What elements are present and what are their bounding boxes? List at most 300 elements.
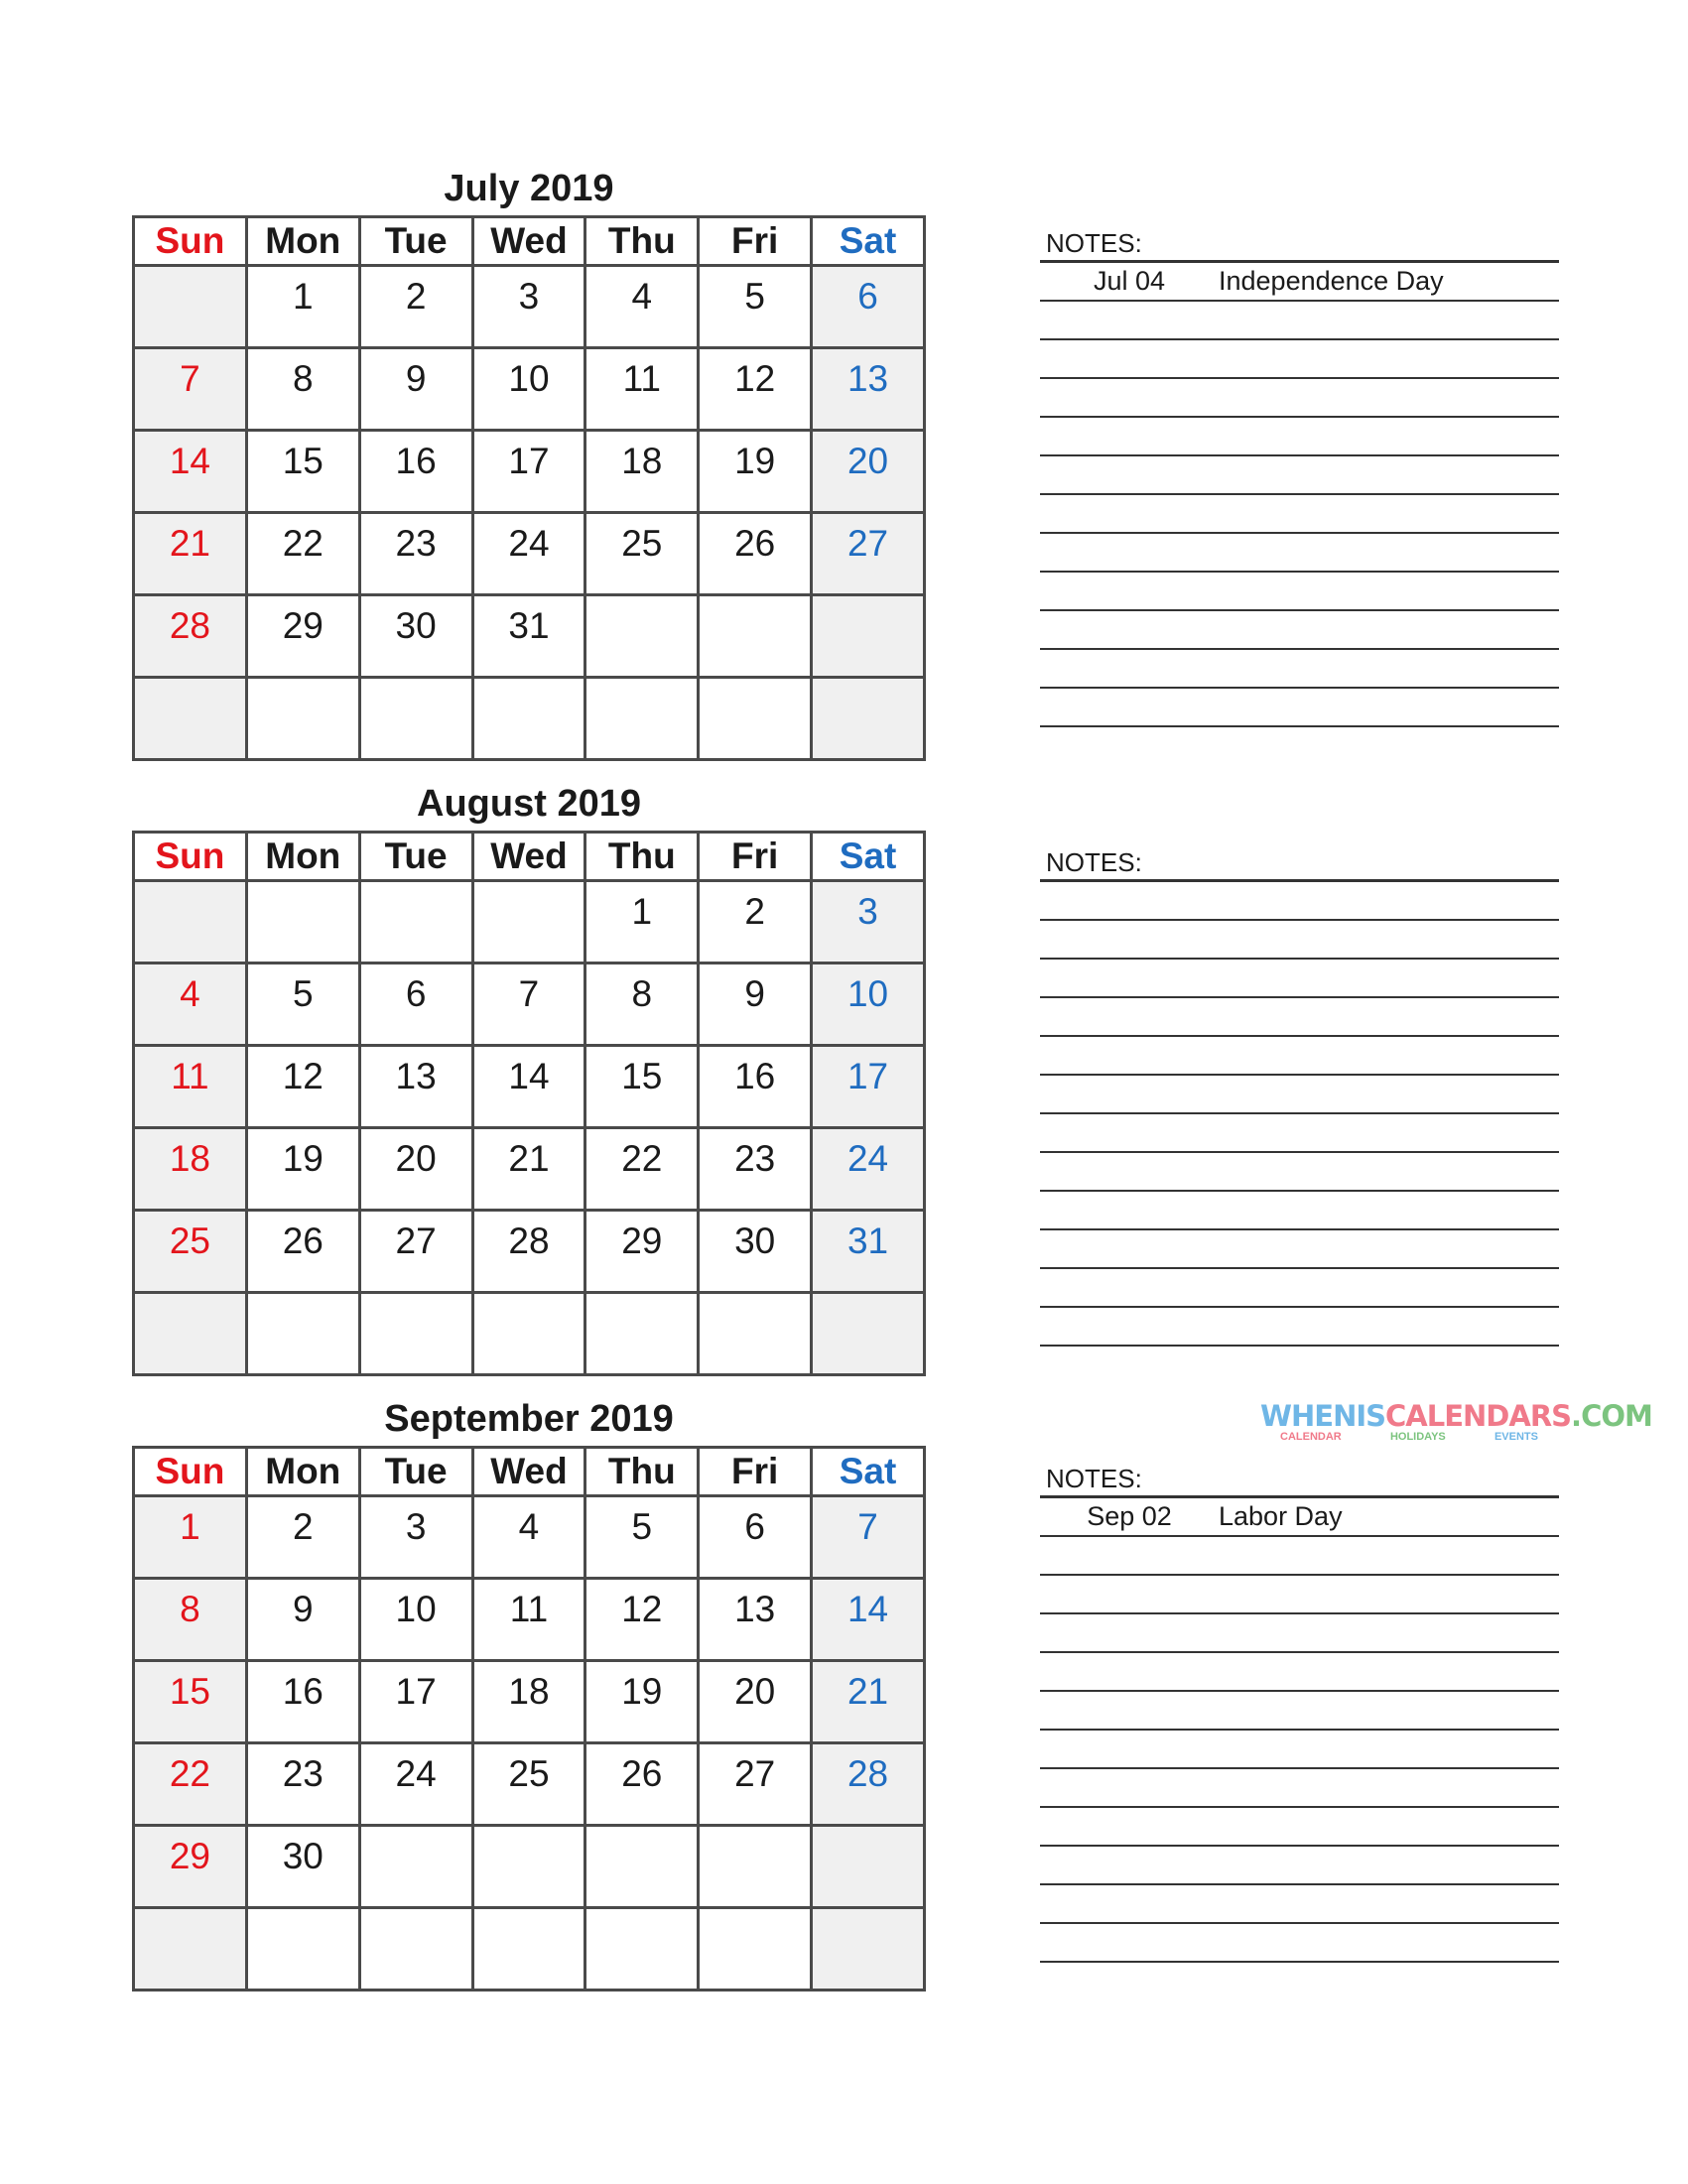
- day-number: 4: [518, 1506, 540, 1547]
- weekday-header: Sat: [812, 217, 925, 266]
- weekday-header: Fri: [699, 217, 812, 266]
- week-row: [134, 595, 925, 678]
- month-september: [132, 1392, 926, 1991]
- day-cell[interactable]: [812, 964, 925, 1046]
- day-number: 24: [508, 523, 550, 564]
- day-number: 24: [395, 1753, 437, 1794]
- day-cell[interactable]: [134, 431, 247, 513]
- weekday-header: Fri: [699, 833, 812, 881]
- note-line[interactable]: [1040, 1808, 1559, 1847]
- day-cell[interactable]: [585, 1743, 699, 1826]
- day-cell[interactable]: [246, 1908, 359, 1991]
- day-number: 17: [395, 1671, 437, 1712]
- day-number: 30: [734, 1220, 776, 1261]
- day-cell[interactable]: [359, 266, 472, 348]
- weekday-header: Mon: [246, 833, 359, 881]
- day-number: 31: [508, 605, 550, 646]
- notes-label: NOTES:: [1040, 1462, 1559, 1498]
- day-cell[interactable]: [134, 348, 247, 431]
- day-cell[interactable]: [246, 1211, 359, 1293]
- day-number: 8: [292, 358, 314, 399]
- day-number: 19: [282, 1138, 324, 1179]
- note-line[interactable]: [1040, 1653, 1559, 1692]
- day-number: [813, 596, 923, 605]
- day-cell[interactable]: [585, 1661, 699, 1743]
- day-cell[interactable]: [359, 1496, 472, 1579]
- day-cell[interactable]: [359, 595, 472, 678]
- note-line[interactable]: [1040, 418, 1559, 456]
- note-line[interactable]: [1040, 611, 1559, 650]
- day-cell[interactable]: [359, 964, 472, 1046]
- day-number: 7: [857, 1506, 878, 1547]
- day-cell[interactable]: [699, 1128, 812, 1211]
- logo-part: .COM: [1571, 1399, 1652, 1433]
- day-number: 13: [846, 358, 889, 399]
- day-number: [135, 1909, 245, 1918]
- day-cell[interactable]: [699, 881, 812, 964]
- weekday-header: Wed: [472, 1448, 585, 1496]
- day-number: 25: [621, 523, 663, 564]
- day-cell[interactable]: [134, 266, 247, 348]
- day-number: 11: [622, 358, 661, 399]
- day-cell[interactable]: [812, 1128, 925, 1211]
- note-line[interactable]: [1040, 1230, 1559, 1269]
- day-number: 15: [621, 1056, 663, 1096]
- day-number: 20: [734, 1671, 776, 1712]
- weekday-header: Thu: [585, 833, 699, 881]
- note-line[interactable]: [1040, 1076, 1559, 1114]
- day-cell[interactable]: [359, 513, 472, 595]
- week-row: [134, 431, 925, 513]
- day-number: 30: [395, 605, 437, 646]
- day-cell[interactable]: [472, 1743, 585, 1826]
- day-cell[interactable]: [585, 595, 699, 678]
- note-date: Sep 02: [1087, 1501, 1172, 1531]
- note-line[interactable]: [1040, 960, 1559, 998]
- weekday-header: Wed: [472, 217, 585, 266]
- day-cell[interactable]: [699, 964, 812, 1046]
- note-line[interactable]: [1040, 689, 1559, 727]
- day-number: 20: [395, 1138, 437, 1179]
- day-number: [248, 882, 358, 891]
- day-cell[interactable]: [699, 1046, 812, 1128]
- day-number: 28: [508, 1220, 550, 1261]
- month-title: August 2019: [417, 783, 641, 825]
- note-line[interactable]: [1040, 650, 1559, 689]
- day-number: 17: [846, 1056, 889, 1096]
- note-line[interactable]: [1040, 1192, 1559, 1230]
- day-cell[interactable]: [134, 881, 247, 964]
- note-line[interactable]: [1040, 340, 1559, 379]
- day-cell[interactable]: [585, 1293, 699, 1375]
- day-cell[interactable]: [472, 1908, 585, 1991]
- weekday-header: Wed: [472, 833, 585, 881]
- day-cell[interactable]: [472, 1826, 585, 1908]
- day-cell[interactable]: [134, 678, 247, 760]
- note-line[interactable]: [1040, 1498, 1559, 1537]
- day-cell[interactable]: [699, 1826, 812, 1908]
- month-title: July 2019: [444, 168, 614, 209]
- day-number: 15: [282, 441, 324, 481]
- day-number: 18: [169, 1138, 210, 1179]
- day-number: [813, 679, 923, 688]
- day-number: [361, 882, 471, 891]
- day-cell[interactable]: [699, 513, 812, 595]
- day-number: [700, 1827, 810, 1836]
- day-number: 3: [405, 1506, 427, 1547]
- week-row: [134, 513, 925, 595]
- logo-part: CALENDARS: [1385, 1399, 1572, 1433]
- day-number: 16: [734, 1056, 776, 1096]
- day-number: 1: [292, 276, 314, 317]
- day-cell[interactable]: [134, 1743, 247, 1826]
- note-line[interactable]: [1040, 1537, 1559, 1576]
- day-cell[interactable]: [585, 1908, 699, 1991]
- day-number: 26: [734, 523, 776, 564]
- day-number: 28: [846, 1753, 889, 1794]
- day-cell[interactable]: [585, 348, 699, 431]
- day-number: 13: [395, 1056, 437, 1096]
- weekday-header: Sun: [134, 833, 247, 881]
- note-line[interactable]: [1040, 302, 1559, 340]
- note-line[interactable]: [1040, 1576, 1559, 1614]
- day-cell[interactable]: [699, 678, 812, 760]
- note-line[interactable]: [1040, 1769, 1559, 1808]
- day-cell[interactable]: [134, 595, 247, 678]
- note-line[interactable]: [1040, 1037, 1559, 1076]
- day-number: 8: [631, 973, 653, 1014]
- day-number: 27: [846, 523, 889, 564]
- day-number: 29: [169, 1836, 210, 1876]
- calendar-grid: [132, 1446, 926, 1991]
- day-number: 27: [395, 1220, 437, 1261]
- weekday-header: Mon: [246, 217, 359, 266]
- week-row: [134, 1496, 925, 1579]
- day-cell[interactable]: [472, 1496, 585, 1579]
- day-number: 1: [180, 1506, 200, 1547]
- day-cell[interactable]: [812, 1293, 925, 1375]
- week-row: [134, 678, 925, 760]
- day-cell[interactable]: [246, 348, 359, 431]
- day-cell[interactable]: [359, 1579, 472, 1661]
- day-cell[interactable]: [246, 1046, 359, 1128]
- day-number: 26: [621, 1753, 663, 1794]
- day-cell[interactable]: [472, 595, 585, 678]
- day-number: 21: [508, 1138, 550, 1179]
- day-cell[interactable]: [472, 678, 585, 760]
- day-cell[interactable]: [699, 1743, 812, 1826]
- day-cell[interactable]: [699, 1496, 812, 1579]
- day-cell[interactable]: [812, 881, 925, 964]
- day-cell[interactable]: [585, 431, 699, 513]
- note-line[interactable]: [1040, 456, 1559, 495]
- day-number: [135, 882, 245, 891]
- day-number: [700, 1909, 810, 1918]
- day-cell[interactable]: [246, 595, 359, 678]
- day-cell[interactable]: [359, 1661, 472, 1743]
- logo-tag: EVENTS: [1493, 1431, 1538, 1443]
- day-number: 5: [744, 276, 765, 317]
- day-cell[interactable]: [812, 1211, 925, 1293]
- day-cell[interactable]: [585, 1496, 699, 1579]
- note-line[interactable]: [1040, 1924, 1559, 1963]
- notes-label: NOTES:: [1040, 845, 1559, 882]
- day-number: 3: [857, 891, 878, 932]
- day-number: 31: [846, 1220, 889, 1261]
- day-cell[interactable]: [472, 513, 585, 595]
- day-cell[interactable]: [699, 431, 812, 513]
- note-line[interactable]: [1040, 1308, 1559, 1347]
- day-cell[interactable]: [812, 1661, 925, 1743]
- day-number: 29: [621, 1220, 663, 1261]
- day-cell[interactable]: [812, 678, 925, 760]
- week-row: [134, 1661, 925, 1743]
- day-cell[interactable]: [359, 1908, 472, 1991]
- logo-wordmark: [1260, 1399, 1652, 1433]
- day-cell[interactable]: [359, 678, 472, 760]
- day-cell[interactable]: [585, 513, 699, 595]
- day-number: 8: [180, 1589, 200, 1629]
- day-number: [586, 679, 697, 688]
- day-cell[interactable]: [359, 881, 472, 964]
- day-cell[interactable]: [246, 1293, 359, 1375]
- day-cell[interactable]: [359, 1128, 472, 1211]
- logo-tagline: [1260, 1431, 1558, 1443]
- day-number: [474, 882, 584, 891]
- day-cell[interactable]: [359, 1743, 472, 1826]
- day-cell[interactable]: [585, 964, 699, 1046]
- day-number: 10: [846, 973, 889, 1014]
- logo-tag: CALENDAR: [1280, 1431, 1342, 1443]
- day-cell[interactable]: [812, 431, 925, 513]
- day-cell[interactable]: [699, 266, 812, 348]
- day-number: 20: [846, 441, 889, 481]
- day-cell[interactable]: [472, 1661, 585, 1743]
- day-cell[interactable]: [472, 964, 585, 1046]
- weekday-header: Sun: [134, 217, 247, 266]
- day-cell[interactable]: [812, 1826, 925, 1908]
- day-cell[interactable]: [812, 1046, 925, 1128]
- day-number: 6: [857, 276, 878, 317]
- day-cell[interactable]: [699, 348, 812, 431]
- site-logo[interactable]: [1260, 1399, 1652, 1443]
- day-cell[interactable]: [134, 1496, 247, 1579]
- day-number: [700, 1294, 810, 1303]
- day-cell[interactable]: [246, 266, 359, 348]
- day-cell[interactable]: [472, 348, 585, 431]
- day-number: 9: [292, 1589, 314, 1629]
- day-number: 1: [631, 891, 653, 932]
- day-cell[interactable]: [812, 595, 925, 678]
- day-cell[interactable]: [134, 1211, 247, 1293]
- day-number: 11: [509, 1589, 549, 1629]
- day-cell[interactable]: [585, 1579, 699, 1661]
- day-cell[interactable]: [134, 513, 247, 595]
- note-line[interactable]: [1040, 1847, 1559, 1885]
- day-cell[interactable]: [585, 881, 699, 964]
- week-row: [134, 1908, 925, 1991]
- note-line[interactable]: [1040, 263, 1559, 302]
- day-number: [248, 1294, 358, 1303]
- day-number: [474, 1909, 584, 1918]
- note-line[interactable]: [1040, 998, 1559, 1037]
- day-number: 25: [508, 1753, 550, 1794]
- note-line[interactable]: [1040, 1153, 1559, 1192]
- day-cell[interactable]: [472, 881, 585, 964]
- week-row: [134, 348, 925, 431]
- day-number: [813, 1827, 923, 1836]
- notes-panel-july: [1040, 226, 1559, 727]
- day-cell[interactable]: [359, 431, 472, 513]
- day-cell[interactable]: [246, 1579, 359, 1661]
- day-number: 6: [744, 1506, 765, 1547]
- day-cell[interactable]: [812, 513, 925, 595]
- day-cell[interactable]: [585, 1046, 699, 1128]
- day-number: 18: [621, 441, 663, 481]
- note-line[interactable]: [1040, 1269, 1559, 1308]
- week-row: [134, 1128, 925, 1211]
- day-number: 10: [508, 358, 550, 399]
- note-line[interactable]: [1040, 495, 1559, 534]
- day-cell[interactable]: [585, 266, 699, 348]
- day-number: 23: [734, 1138, 776, 1179]
- day-cell[interactable]: [246, 678, 359, 760]
- note-line[interactable]: [1040, 921, 1559, 960]
- day-cell[interactable]: [246, 513, 359, 595]
- day-number: 27: [734, 1753, 776, 1794]
- day-number: [361, 1294, 471, 1303]
- day-cell[interactable]: [699, 1908, 812, 1991]
- day-number: 23: [395, 523, 437, 564]
- note-line[interactable]: [1040, 573, 1559, 611]
- day-number: 16: [282, 1671, 324, 1712]
- day-cell[interactable]: [359, 348, 472, 431]
- day-number: [813, 1294, 923, 1303]
- day-cell[interactable]: [472, 266, 585, 348]
- day-number: 5: [631, 1506, 653, 1547]
- week-row: [134, 964, 925, 1046]
- day-cell[interactable]: [134, 1579, 247, 1661]
- day-cell[interactable]: [246, 1743, 359, 1826]
- day-cell[interactable]: [359, 1211, 472, 1293]
- week-row: [134, 266, 925, 348]
- logo-part: WHENIS: [1260, 1399, 1386, 1433]
- day-cell[interactable]: [472, 1128, 585, 1211]
- note-line[interactable]: [1040, 1114, 1559, 1153]
- day-cell[interactable]: [134, 1128, 247, 1211]
- day-cell[interactable]: [246, 1661, 359, 1743]
- logo-tag: HOLIDAYS: [1389, 1431, 1446, 1443]
- day-number: 24: [846, 1138, 889, 1179]
- weekday-header: Sat: [812, 1448, 925, 1496]
- day-number: [361, 1827, 471, 1836]
- note-line[interactable]: [1040, 1692, 1559, 1731]
- day-cell[interactable]: [812, 1496, 925, 1579]
- day-cell[interactable]: [585, 1128, 699, 1211]
- day-number: [586, 1294, 697, 1303]
- week-row: [134, 1293, 925, 1375]
- day-cell[interactable]: [812, 348, 925, 431]
- day-cell[interactable]: [699, 1661, 812, 1743]
- day-cell[interactable]: [812, 266, 925, 348]
- month-august: [132, 777, 926, 1376]
- note-line[interactable]: [1040, 534, 1559, 573]
- day-cell[interactable]: [134, 1826, 247, 1908]
- note-line[interactable]: [1040, 1614, 1559, 1653]
- day-cell[interactable]: [585, 1211, 699, 1293]
- day-number: 9: [405, 358, 427, 399]
- day-cell[interactable]: [699, 595, 812, 678]
- weekday-header: Thu: [585, 1448, 699, 1496]
- day-number: 6: [405, 973, 427, 1014]
- day-cell[interactable]: [812, 1743, 925, 1826]
- day-cell[interactable]: [359, 1826, 472, 1908]
- day-number: 29: [282, 605, 324, 646]
- week-row: [134, 881, 925, 964]
- note-line[interactable]: [1040, 1731, 1559, 1769]
- day-cell[interactable]: [134, 1293, 247, 1375]
- day-cell[interactable]: [699, 1293, 812, 1375]
- note-line[interactable]: [1040, 379, 1559, 418]
- note-line[interactable]: [1040, 882, 1559, 921]
- day-cell[interactable]: [472, 431, 585, 513]
- day-cell[interactable]: [812, 1579, 925, 1661]
- day-cell[interactable]: [246, 1496, 359, 1579]
- day-cell[interactable]: [246, 964, 359, 1046]
- day-number: [474, 1827, 584, 1836]
- day-cell[interactable]: [699, 1579, 812, 1661]
- day-cell[interactable]: [472, 1046, 585, 1128]
- weekday-header: Mon: [246, 1448, 359, 1496]
- day-number: 2: [744, 891, 765, 932]
- note-line[interactable]: [1040, 1885, 1559, 1924]
- day-cell[interactable]: [585, 678, 699, 760]
- note-date: Jul 04: [1093, 266, 1166, 296]
- day-cell[interactable]: [134, 1908, 247, 1991]
- day-number: [474, 679, 584, 688]
- day-cell[interactable]: [472, 1293, 585, 1375]
- day-cell[interactable]: [246, 881, 359, 964]
- notes-label: NOTES:: [1040, 226, 1559, 263]
- day-cell[interactable]: [812, 1908, 925, 1991]
- day-cell[interactable]: [472, 1211, 585, 1293]
- day-cell[interactable]: [246, 431, 359, 513]
- day-number: 7: [518, 973, 540, 1014]
- day-number: 22: [621, 1138, 663, 1179]
- day-cell[interactable]: [134, 1661, 247, 1743]
- day-number: [586, 596, 697, 605]
- weekday-header: Fri: [699, 1448, 812, 1496]
- day-cell[interactable]: [246, 1128, 359, 1211]
- day-cell[interactable]: [359, 1046, 472, 1128]
- day-cell[interactable]: [359, 1293, 472, 1375]
- day-cell[interactable]: [472, 1579, 585, 1661]
- day-number: 11: [171, 1056, 209, 1096]
- day-number: 16: [395, 441, 437, 481]
- day-number: 19: [734, 441, 776, 481]
- day-cell[interactable]: [134, 964, 247, 1046]
- day-number: 2: [292, 1506, 314, 1547]
- notes-panel-august: [1040, 845, 1559, 1347]
- day-cell[interactable]: [134, 1046, 247, 1128]
- day-cell[interactable]: [699, 1211, 812, 1293]
- week-row: [134, 1046, 925, 1128]
- note-event: Labor Day: [1219, 1501, 1343, 1531]
- day-cell[interactable]: [585, 1826, 699, 1908]
- day-number: [586, 1909, 697, 1918]
- day-number: 22: [282, 523, 324, 564]
- day-cell[interactable]: [246, 1826, 359, 1908]
